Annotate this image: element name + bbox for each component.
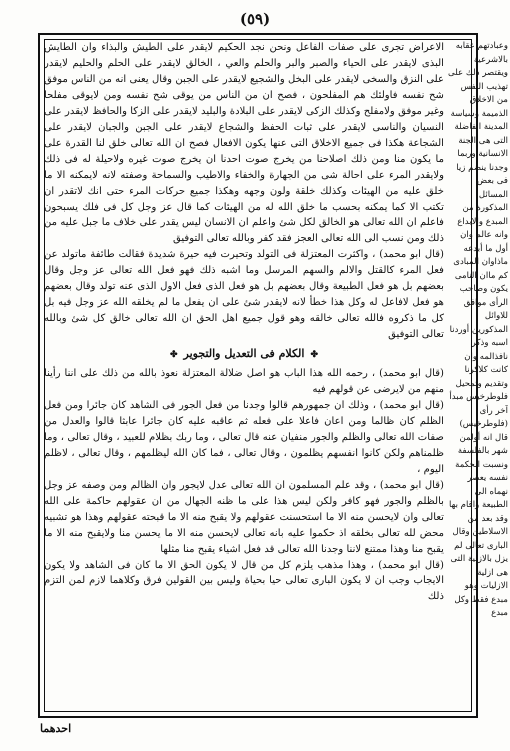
main-paragraph: (قال ابو محمد) ، واكثرت المعتزلة فى التولد وتحيرت فيه حيرة شديدة فقالت طائفة ماتولد عن فعل المرء كالقتل والالم والسهم المرسل وما اشبه ذلك فهو فعل الله تعالى عز وجل وقال بعضهم بل هو فعل الطبيعة وقال بعضهم بل هو فعل الذى فعل الاول الذى عنه تولد وقال بعضهم هو فعل لافاعل له وكل هذا خطأ لانه لايقدر شئ على ان يفعل ما لم يخلقه الله عز وجل فيه بل كل ما ذكروه فالله تعالى خالقه وهو قول جميع اهل الحق ان الله تعالى خالق كل شئ وبالله تعالى التوفيق (44, 249, 444, 341)
page-number: (٥٩) (239, 10, 271, 28)
section-paragraph: (قال ابو محمد) ، وذلك ان جمهورهم قالوا وجدنا من فعل الجور فى الشاهد كان جائرا ومن فعل الظلم كان ظالما ومن اعان فاعلا على فعله ثم عاقبه عليه كان جائرا عابثا قالوا والعدل من صفات الله تعالى والظلم والجور منفيان عنه قال تعالى ، وما ربك بظلام للعبيد ، وقال تعالى ، وما ظلمناهم ولكن كانوا انفسهم يظلمون ، وقال تعالى ، فما كان الله ليظلمهم ، وقال تعالى ، لاظلم اليوم ، (44, 399, 444, 475)
main-text-block (44, 40, 444, 712)
section-paragraph: (قال ابو محمد) ، وهذا مذهب يلزم كل من قال لا يكون الحق الا ما كان فى الشاهد ولا يكون الايجاب وجب ان لا يكون البارى تعالى حيا بحياة وليس بين القولين فرق وكلاهما لازم لمن التزم ذلك (44, 559, 444, 603)
margin-note: وعبادتهم عقابه بالاشرعية ويقتصر ذلك على تهذيب النفس من الاخلاق الذميمة وسياسة المدينة الفاضلة التى هى الجنة الانسانية وربما وجدنا ينضم زيا فى بعض المسائل المذكورة من المبدع والابداع وانه عالم وان أول ما أبدعه ماذاوان المبادى كم ماان النامى يكون وصاحب الرأى موافق للاوائل المذكورين أوردنا اسبه وذكر نافذالمه وان كانت كلاكرنا وتقديم وتمحيل فلوطرخيس مبدأ آخر رأى (فلوطرخيس) قال انه أولمن شهر بالفلسفة ونسبت الحكمة نفسه يعصر نهماه الى الطبيعة واقام بها وقد بعد من الاسلاطين وقال البارى تعالى لم يزل بالازلية التى هى ازلية الازليات وهو مبدع فقط وكل مبدع (448, 41, 508, 618)
section-heading (44, 346, 444, 364)
section-paragraph: (قال ابو محمد) ، رحمه الله هذا الباب هو اصل ضلالة المعتزلة نعوذ بالله من ذلك على اننا رأينا منهم من لايرضى عن قولهم فيه (44, 368, 444, 396)
ornament-icon: ✤ (169, 350, 178, 361)
section-paragraph: (قال ابو محمد) ، وقد علم المسلمون ان الله تعالى عدل لايجور وان الظالم ومن وصفه عز وجل بالظلم والجور فهو كافر ولكن ليس هذا على ما ظنه الجهال من ان عقولهم حاكمة على الله تعالى وان لايحسن منه الا ما استحسنت عقولهم ولا يقبح منه الا ما قبحته عقولهم وهذا هو تشبيه محض لله تعالى بخلقه اذ حكموا عليه بانه تعالى لايحسن منه الا ما يحسن منا ولايقبح منه الا ما يقبح منا وهذا ممتنع لاننا وجدنا الله تعالى قد فعل اشياء يقبح منا مثلها (44, 479, 444, 555)
main-paragraph: الاعراض تجرى على صفات الفاعل ونحن نجد الحكيم لايقدر على الطيش والبذاء وان الطايش البذى لايقدر على الحياء والصبر والبر والحلم والعي ، الخالق لايقدر على الحلم والحليم لايقدر على النزق والسخى لايقدر على البخل والشجيع لايقدر على الجبن وقال يعنى انه من الناس موفق شح نفسه فاولئك هم المفلحون ، فصح ان من الناس من يوقى شح نفسه ومن لايوقى مفلحا وغير موفق ولامفلح وكذلك الزكى لايقدر على البلادة والبليد لايقدر على الزكا والحافظ لايقدر على النسيان والناسى لايقدر على ثبات الحفظ والشجاع لايقدر على الجبن والجبان لايقدر على الشجاعة هكذا فى جميع الاخلاق التى عنها يكون الافعال فصح ان الله تعالى خلق لنا القدرة على ما يكون منا ومن ذلك اصلاحنا من يخرج صوت احدنا ان يخرج صوت غيره ولاحيلة له فى ذلك ولايقدر المرء على احالة شى من الجهارة والخفاء والاطيب والسماحة وصفته لانه لايمكنه الا ما خلق عليه من الهيئات وكذلك خلقة ولون وجهه وهكذا جميع حركات المرء حتى انك لاتقدر ان تكتب الا كما يمكنه بحسب ما خلق الله له من الهيئات كما قال عز وجل كل فى فلك يسبحون فاعلم ان الله تعالى هو الخالق لكل شئ واعلم ان الانسان ليس يقدر على خلاف ما جبل عليه من ذلك ومن نسب الى الله تعالى العجز فقد كفر وبالله تعالى التوفيق (44, 42, 444, 245)
ornament-icon: ✤ (310, 350, 319, 361)
section-heading-text: الكلام فى التعديل والتجوير (183, 347, 305, 361)
catchword: احدهما (40, 722, 72, 735)
margin-commentary (448, 40, 508, 670)
